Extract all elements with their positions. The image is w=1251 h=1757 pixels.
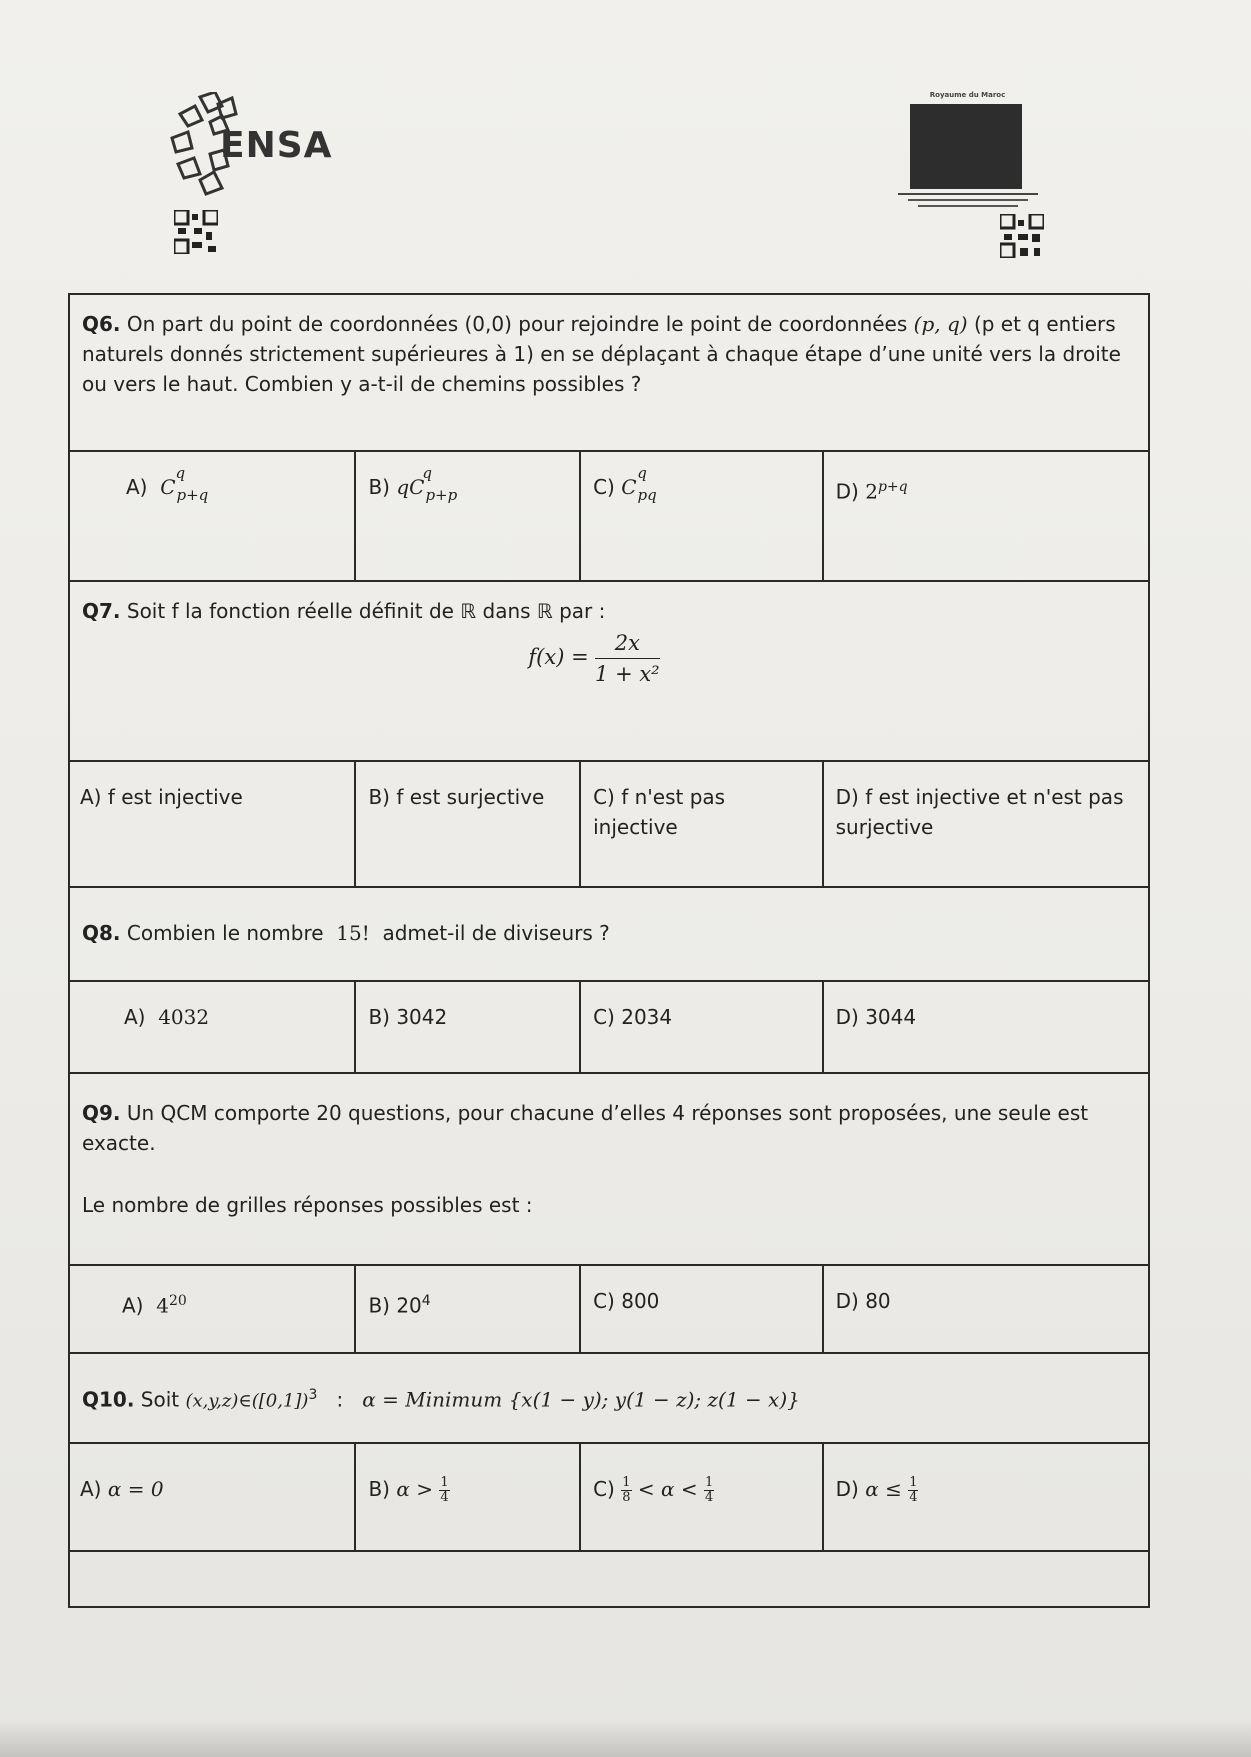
q6-c-sub: pq [637,486,657,504]
q10-a-expr: α = 0 [107,1477,164,1501]
q9-text: Un QCM comporte 20 questions, pour chacune d’elles 4 réponses sont proposées, une seule est exacte. [82,1101,1089,1155]
q10-d-expr: α ≤ [865,1477,902,1501]
q10-statement [69,1353,1149,1443]
q6-option-b[interactable] [355,451,580,581]
q9-b-prefix: B) [368,1293,390,1318]
q9-a-sup: 20 [168,1293,187,1309]
q10-d-den: 4 [909,1490,918,1505]
emblem-caption: Royaume du Maroc [929,91,1006,99]
q10-a-letter: A) [80,1477,102,1501]
q6-options-row [69,451,1149,581]
bottom-shadow [0,1720,1251,1757]
q7-row [69,581,1149,761]
ministry-emblem [910,104,1022,189]
q7-fraction [595,628,660,689]
q6-pq: (p, q) [913,312,968,336]
q6-c-base: C [621,475,637,499]
q8-text-b: admet-il de diviseurs ? [382,921,610,945]
q6-a-sub: p+q [176,486,209,504]
q10-row [69,1353,1149,1443]
q10-d-fraction [908,1476,918,1505]
q10-text: Soit [140,1387,180,1412]
q6-option-d[interactable] [823,451,1149,581]
ministry-caption-lines [893,190,1043,210]
empty-cell [69,1551,1149,1607]
q7-denominator: 1 + x² [595,662,660,686]
exam-table [68,293,1150,1608]
q9-row [69,1073,1149,1265]
q10-c-letter: C) [593,1477,615,1501]
q8-number: 15! [336,921,370,945]
q6-b-base: C [409,475,425,499]
q9-option-d[interactable]: D) 80 [823,1265,1149,1353]
q9-option-a[interactable] [69,1265,355,1353]
q6-c-expr [621,464,657,504]
q6-c-letter: C) [593,475,615,499]
q10-d-num: 1 [909,1475,918,1490]
q6-text-b: (p et q entiers naturels donnés strictement supérieures à 1) en se déplaçant à chaque étape d’une unité vers la droite ou vers le haut. Combien y a-t-il de chemins possibles ? [82,312,1121,396]
q10-c-num2: 1 [704,1475,714,1490]
q10-option-c[interactable] [580,1443,823,1551]
q8-label: Q8. [82,921,121,945]
q7-option-b[interactable]: B) f est surjective [355,761,580,887]
q10-sep: : [336,1387,344,1412]
q9-a-letter: A) [122,1293,144,1318]
q10-c-mid: < α < [637,1477,698,1501]
q10-c-num1: 1 [622,1475,631,1490]
q9-label: Q9. [82,1101,121,1125]
q10-expr: α = Minimum {x(1 − y); y(1 − z); z(1 − x)} [362,1387,800,1412]
q9-option-b[interactable] [355,1265,580,1353]
ensa-logo-text: ENSA [220,125,333,166]
q9-b-sup: 4 [421,1293,431,1309]
q7-formula [82,628,1136,689]
q6-a-base: C [160,475,176,499]
q10-option-b[interactable] [355,1443,580,1551]
q7-option-a[interactable]: A) f est injective [69,761,355,887]
qr-code-right [1000,214,1044,258]
q6-label: Q6. [82,312,121,336]
q8-option-b[interactable]: B) 3042 [355,981,580,1073]
q8-option-c[interactable]: C) 2034 [580,981,823,1073]
q9-a-base: 4 [156,1293,169,1318]
q6-d-letter: D) [835,479,859,504]
q7-text: Soit f la fonction réelle définit de ℝ dans ℝ par : [126,599,606,623]
q6-b-expr [396,464,458,504]
q7-options-row [69,761,1149,887]
q6-d-sup: p+q [877,479,908,495]
q8-row [69,887,1149,981]
q6-statement [69,294,1149,451]
q10-option-a[interactable] [69,1443,355,1551]
q7-label: Q7. [82,599,121,623]
q10-b-fraction [439,1476,449,1505]
q10-b-letter: B) [368,1477,390,1501]
q10-c-fraction-1 [621,1476,631,1505]
q10-c-den1: 8 [622,1490,631,1505]
q10-c-den2: 4 [704,1490,714,1505]
q10-b-den: 4 [440,1490,449,1505]
q6-c-sup: q [637,464,647,482]
q9-options-row [69,1265,1149,1353]
q7-numerator: 2x [595,628,660,659]
q8-option-a[interactable] [69,981,355,1073]
q6-d-base: 2 [865,479,878,504]
q10-cube: 3 [308,1387,318,1403]
q6-b-letter: B) [368,475,390,499]
q8-a-letter: A) [124,1005,146,1029]
q9-b-base: 20 [396,1293,422,1318]
q10-b-num: 1 [440,1475,449,1490]
q10-label: Q10. [82,1387,135,1412]
q6-b-sub: p+p [425,486,458,504]
q8-options-row [69,981,1149,1073]
q7-option-d[interactable]: D) f est injective et n'est pas surjective [823,761,1149,887]
q8-statement [69,887,1149,981]
q7-lhs: f(x) = [528,645,589,669]
empty-row [69,1551,1149,1607]
q10-options-row [69,1443,1149,1551]
q10-b-expr: α > [396,1477,433,1501]
q10-option-d[interactable] [823,1443,1149,1551]
q7-statement [69,581,1149,761]
q8-option-d[interactable]: D) 3044 [823,981,1149,1073]
q6-a-letter: A) [126,475,148,499]
q7-option-c[interactable]: C) f n'est pas injective [580,761,823,887]
q6-b-sup: q [422,464,432,482]
q6-row [69,294,1149,451]
q6-option-c[interactable] [580,451,823,581]
q6-b-coef: q [396,475,410,499]
q10-d-letter: D) [835,1477,859,1501]
q6-text-a: On part du point de coordonnées (0,0) pour rejoindre le point de coordonnées [126,312,914,336]
q9-statement [69,1073,1149,1265]
q6-a-expr [160,464,209,504]
q8-text-a: Combien le nombre [126,921,324,945]
q9-option-c[interactable]: C) 800 [580,1265,823,1353]
q6-option-a[interactable] [69,451,355,581]
q9-text2: Le nombre de grilles réponses possibles est : [82,1193,533,1217]
q10-c-fraction-2 [704,1476,714,1505]
q8-a-value: 4032 [158,1005,210,1029]
q10-tuple: (x,y,z)∈([0,1]) [185,1390,309,1412]
qr-code-left [174,210,218,254]
q6-a-sup: q [175,464,186,482]
